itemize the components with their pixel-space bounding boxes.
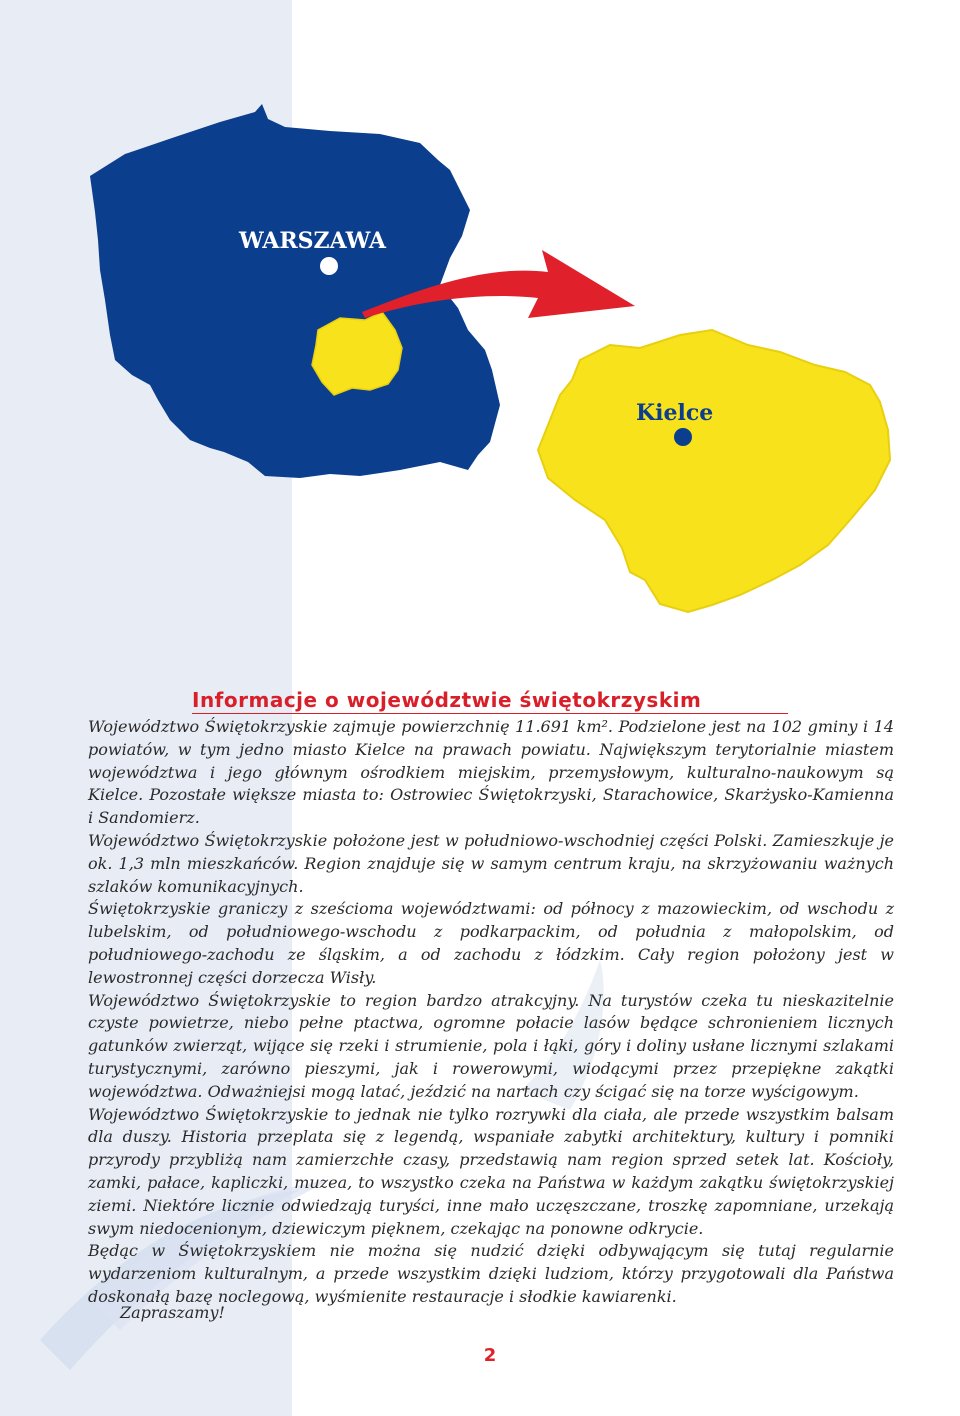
paragraph: Województwo Świętokrzyskie to jednak nie tylko rozrywki dla ciała, ale przede wszystkim balsam dla duszy. Historia przeplata się z legendą, wspaniałe zabytki architektury, kultury i pomniki przyrody przybliżą nam zamierzchłe czasy, przedstawią nam region sprzed setek lat. Kościoły, zamki, pałace, kapliczki, muzea, to wszystko czeka na Państwa w każdym zakątku świętokrzyskiej ziemi. Niektóre licznie odwiedzają turyści, inne mało uczęszczane, troszkę zapomniane, urzekają swym niedocenionym, dziewiczym pięknem, czekając na ponowne odkrycie. [88,1104,894,1238]
paragraph: Świętokrzyskie graniczy z sześcioma województwami: od północy z mazowieckim, od wschodu z lubelskim, od południowego-wschodu z podkarpackim, od południa z małopolskim, od południowego-zachodu ze śląskim, a od zachodu z łódzkim. Cały region położony jest w lewostronnej części dorzecza Wisły. [88,899,894,987]
closing-greeting: Zapraszamy! [120,1303,225,1322]
capital-marker-icon [320,257,338,275]
article-body [88,716,894,1309]
city-label: Kielce [636,400,714,426]
region-map-large [538,330,890,612]
capital-label: WARSZAWA [239,228,386,254]
region-location-map [0,0,960,680]
page-number: 2 [483,1345,497,1366]
paragraph: Województwo Świętokrzyskie zajmuje powierzchnię 11.691 km². Podzielone jest na 102 gminy i 14 powiatów, w tym jedno miasto Kielce na prawach powiatu. Największym terytorialnie miastem województwa i jego głównym ośrodkiem miejskim, przemysłowym, kulturalno-naukowym są Kielce. Pozostałe większe miasta to: Ostrowiec Świętokrzyski, Starachowice, Skarżysko-Kamienna i Sandomierz. [88,717,894,828]
city-marker-icon [674,428,692,446]
section-heading: Informacje o województwie świętokrzyskim [192,688,702,712]
heading-underline [192,713,788,714]
paragraph: Będąc w Świętokrzyskiem nie można się nudzić dzięki odbywającym się tutaj regularnie wydarzeniom kulturalnym, a przede wszystkim dzięki ludziom, którzy przygotowali dla Państwa doskonałą bazę noclegową, wyśmienite restauracje i słodkie kawiarenki. [88,1241,894,1306]
paragraph: Województwo Świętokrzyskie położone jest w południowo-wschodniej części Polski. Zamieszkuje je ok. 1,3 mln mieszkańców. Region znajduje się w samym centrum kraju, na skrzyżowaniu ważnych szlaków komunikacyjnych. [88,830,894,896]
paragraph: Województwo Świętokrzyskie to region bardzo atrakcyjny. Na turystów czeka tu nieskazitelnie czyste powietrze, niebo pełne ptactwa, ogromne połacie lasów będące schronieniem licznych gatunków zwierząt, wijące się rzeki i strumienie, pola i łąki, góry i doliny usłane licznymi szlakami turystycznymi, zarówno pieszymi, jak i rowerowymi, wiodącymi przez przepiękne zakątki województwa. Odważniejsi mogą latać, jeździć na nartach czy ścigać się na torze wyścigowym. [88,990,894,1101]
